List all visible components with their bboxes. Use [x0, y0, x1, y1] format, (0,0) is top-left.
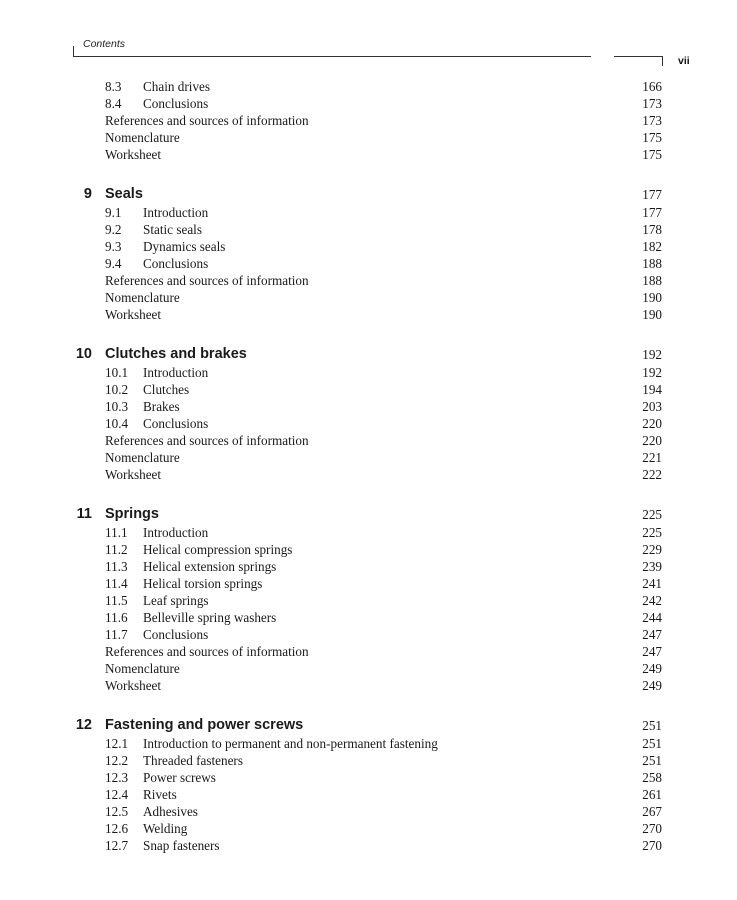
chapter-title: Seals	[105, 186, 143, 202]
section-title: Nomenclature	[105, 450, 180, 465]
page-ref: 192	[642, 347, 662, 362]
toc-entry	[0, 381, 737, 398]
section-title: References and sources of information	[105, 273, 309, 288]
page-ref: 241	[642, 576, 662, 591]
page-ref: 242	[642, 593, 662, 608]
toc-entry	[0, 786, 737, 803]
section-title: Static seals	[143, 222, 202, 237]
page-ref: 258	[642, 770, 662, 785]
section-number: 10.1	[105, 365, 129, 380]
toc-entry	[0, 238, 737, 255]
section-title: Conclusions	[143, 96, 209, 111]
toc-entry	[0, 752, 737, 769]
section-title: Helical torsion springs	[143, 576, 263, 591]
chapter-number: 12	[75, 717, 92, 733]
section-number: 9.4	[105, 256, 122, 271]
page-ref: 178	[642, 222, 662, 237]
toc-entry	[0, 609, 737, 626]
section-number: 10.4	[105, 416, 129, 431]
section-title: Introduction to permanent and non-permanent fastening	[143, 736, 438, 751]
chapter-block-12	[0, 715, 737, 854]
section-number: 12.6	[105, 821, 129, 836]
page-ref: 188	[642, 273, 662, 288]
section-title: Welding	[143, 821, 188, 836]
page-ref: 261	[642, 787, 662, 802]
section-title: Conclusions	[143, 256, 209, 271]
section-title: Nomenclature	[105, 661, 180, 676]
toc-entry	[0, 643, 737, 660]
toc-entry	[0, 575, 737, 592]
page-number: vii	[678, 55, 690, 67]
page-ref: 267	[642, 804, 662, 819]
section-title: Power screws	[143, 770, 216, 785]
toc-entry	[0, 820, 737, 837]
section-title: Worksheet	[105, 467, 162, 482]
section-title: Brakes	[143, 399, 180, 414]
section-title: Snap fasteners	[143, 838, 220, 853]
page-ref: 177	[642, 205, 662, 220]
section-title: Adhesives	[143, 804, 198, 819]
section-title: Introduction	[143, 205, 209, 220]
toc-entry	[0, 466, 737, 483]
section-title: Dynamics seals	[143, 239, 226, 254]
section-title: Chain drives	[143, 79, 211, 94]
table-of-contents	[0, 78, 737, 854]
section-title: Nomenclature	[105, 130, 180, 145]
page-ref: 220	[642, 416, 662, 431]
continuation-entries	[0, 78, 737, 163]
toc-entry	[0, 146, 737, 163]
section-title: References and sources of information	[105, 644, 309, 659]
page-ref: 194	[642, 382, 662, 397]
toc-entry	[0, 272, 737, 289]
chapter-number: 10	[75, 346, 92, 362]
section-title: Introduction	[143, 365, 209, 380]
chapter-number: 11	[76, 506, 92, 522]
toc-entry	[0, 558, 737, 575]
section-number: 12.4	[105, 787, 129, 802]
page-ref: 188	[642, 256, 662, 271]
section-title: Worksheet	[105, 307, 162, 322]
page-ref: 249	[642, 661, 662, 676]
page-ref: 177	[642, 187, 662, 202]
page-ref: 225	[642, 507, 662, 522]
toc-entry	[0, 837, 737, 854]
toc-entry	[0, 541, 737, 558]
toc-entry	[0, 129, 737, 146]
page-ref: 173	[642, 96, 662, 111]
toc-entry	[0, 289, 737, 306]
toc-entry	[0, 677, 737, 694]
page-ref: 182	[642, 239, 662, 254]
toc-entry	[0, 432, 737, 449]
toc-entry	[0, 95, 737, 112]
folio-tick	[662, 56, 663, 66]
section-title: Helical extension springs	[143, 559, 277, 574]
section-title: Conclusions	[143, 416, 209, 431]
section-title: Introduction	[143, 525, 209, 540]
section-title: Belleville spring washers	[143, 610, 277, 625]
section-title: Clutches	[143, 382, 190, 397]
page-ref: 173	[642, 113, 662, 128]
toc-entry	[0, 306, 737, 323]
page-ref: 229	[642, 542, 662, 557]
section-number: 11.7	[105, 627, 128, 642]
section-title: Nomenclature	[105, 290, 180, 305]
page-ref: 190	[642, 307, 662, 322]
toc-entry	[0, 78, 737, 95]
page-ref: 190	[642, 290, 662, 305]
toc-entry	[0, 112, 737, 129]
section-title: Rivets	[143, 787, 177, 802]
section-number: 9.2	[105, 222, 122, 237]
chapter-block-11	[0, 504, 737, 694]
page-ref: 270	[642, 821, 662, 836]
page-ref: 175	[642, 147, 662, 162]
page-ref: 247	[642, 644, 662, 659]
section-number: 12.3	[105, 770, 129, 785]
page-ref: 251	[642, 718, 662, 733]
chapter-title: Clutches and brakes	[105, 346, 247, 362]
section-title: References and sources of information	[105, 433, 309, 448]
chapter-heading	[0, 715, 737, 735]
chapter-title: Springs	[105, 506, 159, 522]
section-number: 11.6	[105, 610, 128, 625]
toc-entry	[0, 398, 737, 415]
page-ref: 239	[642, 559, 662, 574]
page-ref: 270	[642, 838, 662, 853]
chapter-block-10	[0, 344, 737, 483]
section-number: 12.2	[105, 753, 129, 768]
section-number: 8.3	[105, 79, 122, 94]
page-ref: 225	[642, 525, 662, 540]
section-number: 11.1	[105, 525, 128, 540]
section-number: 10.2	[105, 382, 129, 397]
section-number: 9.3	[105, 239, 122, 254]
page-ref: 222	[642, 467, 662, 482]
toc-entry	[0, 592, 737, 609]
chapter-number: 9	[83, 186, 92, 202]
toc-entry	[0, 449, 737, 466]
toc-entry	[0, 735, 737, 752]
section-title: Worksheet	[105, 678, 162, 693]
page-ref: 251	[642, 736, 662, 751]
section-number: 9.1	[105, 205, 122, 220]
section-number: 12.5	[105, 804, 129, 819]
section-number: 11.5	[105, 593, 128, 608]
page-ref: 192	[642, 365, 662, 380]
toc-entry	[0, 660, 737, 677]
chapter-title: Fastening and power screws	[105, 717, 304, 733]
page-ref: 175	[642, 130, 662, 145]
section-title: Threaded fasteners	[143, 753, 243, 768]
toc-entry	[0, 204, 737, 221]
page-ref: 166	[642, 79, 662, 94]
page-ref: 247	[642, 627, 662, 642]
folio-rule	[614, 56, 662, 57]
page-ref: 203	[642, 399, 662, 414]
toc-entry	[0, 803, 737, 820]
section-number: 11.2	[105, 542, 128, 557]
toc-entry	[0, 415, 737, 432]
chapter-heading	[0, 344, 737, 364]
running-head: Contents	[83, 38, 126, 50]
header-tick-left	[73, 46, 74, 56]
section-number: 8.4	[105, 96, 122, 111]
section-title: Leaf springs	[143, 593, 209, 608]
header-rule	[73, 56, 591, 57]
toc-entry	[0, 524, 737, 541]
section-title: Conclusions	[143, 627, 209, 642]
page-ref: 249	[642, 678, 662, 693]
section-title: Worksheet	[105, 147, 162, 162]
toc-entry	[0, 769, 737, 786]
section-number: 12.7	[105, 838, 129, 853]
section-number: 11.3	[105, 559, 128, 574]
chapter-heading	[0, 504, 737, 524]
section-number: 10.3	[105, 399, 129, 414]
section-title: References and sources of information	[105, 113, 309, 128]
chapter-block-9	[0, 184, 737, 323]
section-number: 11.4	[105, 576, 128, 591]
toc-entry	[0, 364, 737, 381]
toc-entry	[0, 255, 737, 272]
page-ref: 220	[642, 433, 662, 448]
chapter-heading	[0, 184, 737, 204]
section-number: 12.1	[105, 736, 129, 751]
toc-entry	[0, 626, 737, 643]
toc-entry	[0, 221, 737, 238]
page-ref: 221	[642, 450, 662, 465]
page-ref: 244	[642, 610, 662, 625]
page-ref: 251	[642, 753, 662, 768]
section-title: Helical compression springs	[143, 542, 293, 557]
